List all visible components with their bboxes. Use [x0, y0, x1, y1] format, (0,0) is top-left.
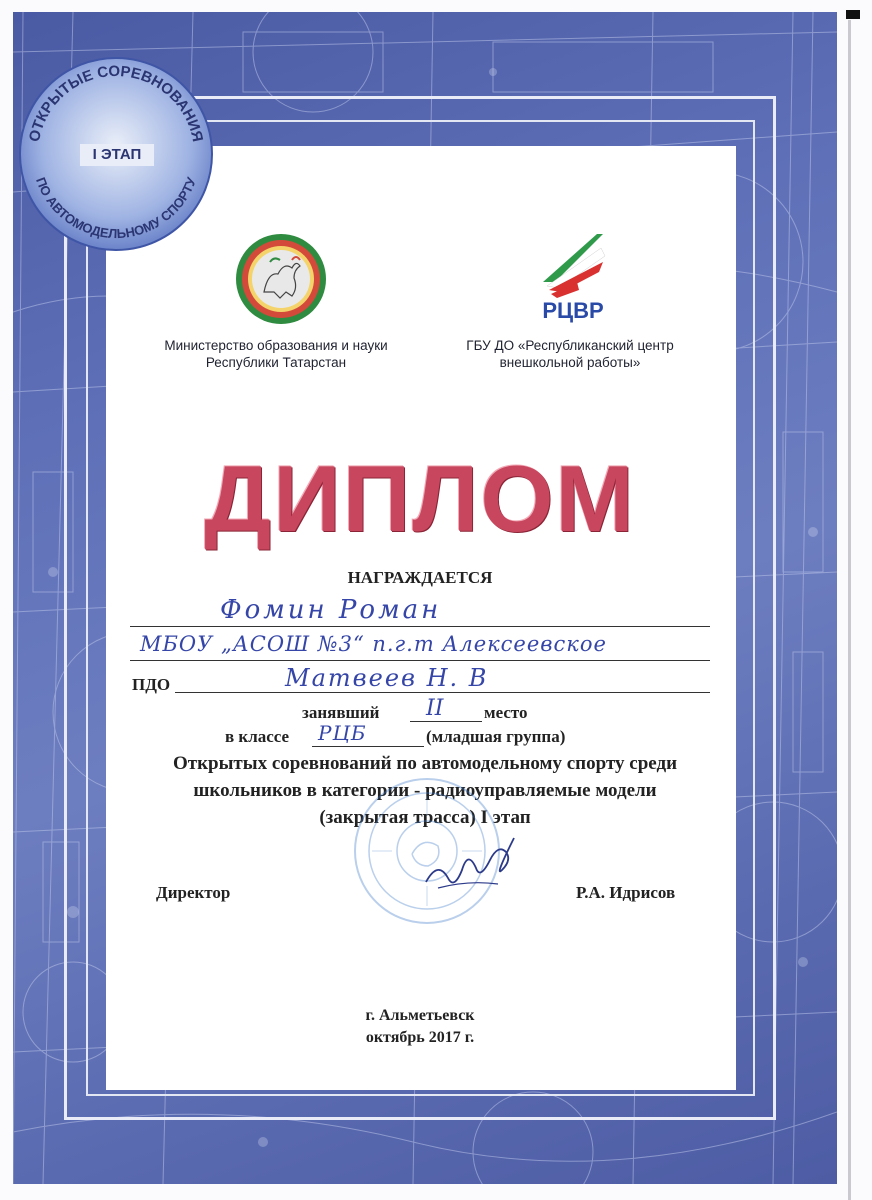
badge-bottom-text: ПО АВТОМОДЕЛЬНОМУ СПОРТУ: [33, 175, 199, 242]
director-signature-icon: [418, 830, 528, 900]
tatarstan-coat-of-arms-icon: [234, 232, 328, 326]
pdo-label: ПДО: [132, 675, 171, 694]
class-suffix: (младшая группа): [426, 727, 566, 746]
pdo-handwritten: Матвеев Н. В: [285, 664, 489, 692]
name-underline: [130, 626, 710, 627]
footer-city: г. Альметьевск: [365, 1007, 475, 1024]
org-right-line2: внешкольной работы»: [499, 355, 641, 370]
pdo-underline: [175, 692, 710, 693]
diploma-title: ДИПЛОМ: [204, 446, 636, 551]
description-line1: Открытых соревнований по автомодельному спорту среди: [172, 753, 678, 774]
signature-name: Р.А. Идрисов: [576, 883, 676, 902]
stage-badge: [18, 56, 214, 252]
scan-mark: [846, 10, 860, 19]
rcvr-logo-icon: [533, 230, 613, 326]
description-line3: (закрытая трасса) I этап: [319, 807, 531, 828]
school-underline: [130, 660, 710, 661]
school-handwritten: МБОУ „АСОШ №3“ п.г.т Алексеевское: [140, 632, 607, 656]
org-left-line1: Министерство образования и науки: [164, 338, 388, 353]
footer-place-date: [300, 1005, 540, 1049]
org-left-caption: [136, 337, 416, 371]
name-handwritten: Фомин Роман: [220, 595, 442, 625]
awarded-heading: НАГРАЖДАЕТСЯ: [347, 568, 493, 587]
signature-position: Директор: [156, 883, 231, 902]
class-handwritten: РЦБ: [318, 721, 367, 745]
place-prefix: занявший: [302, 703, 380, 722]
badge-stage: I ЭТАП: [80, 144, 154, 166]
place-underline: [410, 721, 482, 722]
scan-edge-strip: [848, 20, 851, 1200]
place-suffix: место: [484, 703, 528, 722]
place-handwritten: II: [426, 696, 444, 721]
badge-top-text: ОТКРЫТЫЕ СОРЕВНОВАНИЯ: [25, 62, 207, 144]
org-left-line2: Республики Татарстан: [205, 355, 347, 370]
description-line2: школьников в категории - радиоуправляемые модели: [193, 780, 657, 801]
org-right-line1: ГБУ ДО «Республиканский центр: [466, 338, 674, 353]
class-underline: [312, 746, 424, 747]
org-right-caption: [440, 337, 700, 371]
rcvr-logo-text: РЦВР: [542, 298, 604, 323]
footer-date: октябрь 2017 г.: [365, 1029, 475, 1046]
class-prefix: в классе: [225, 727, 290, 746]
